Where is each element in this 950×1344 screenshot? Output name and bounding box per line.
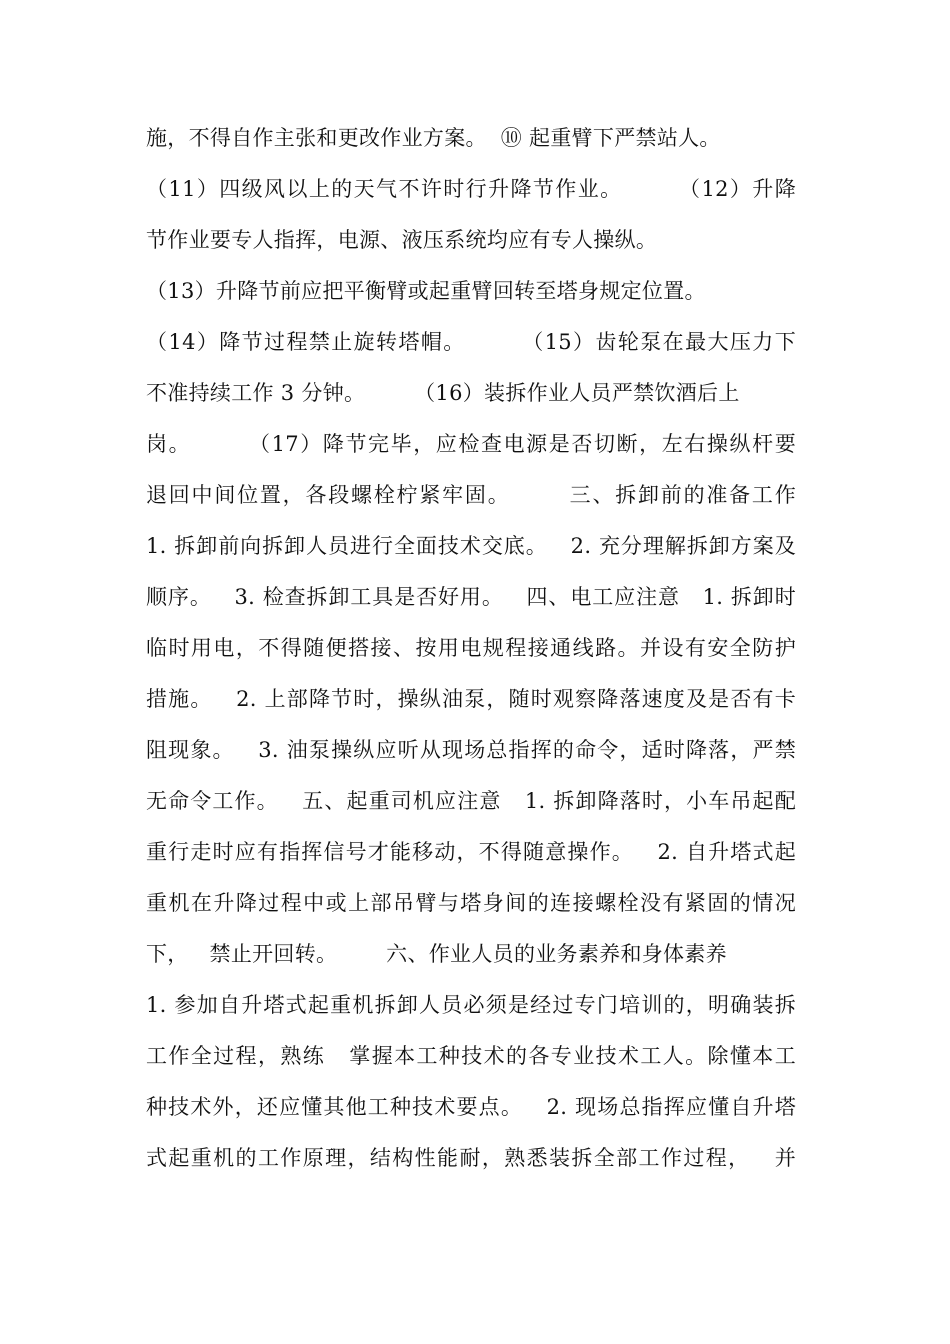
text-line: 顺序。 3. 检查拆卸工具是否好用。 四、电工应注意 1. 拆卸时	[146, 585, 796, 609]
text-line: 临时用电，不得随便搭接、按用电规程接通线路。并设有安全防护	[146, 636, 796, 660]
text-line: （13）升降节前应把平衡臂或起重臂回转至塔身规定位置。	[146, 279, 706, 303]
text-line: 施，不得自作主张和更改作业方案。 ⑩ 起重臂下严禁站人。	[146, 126, 721, 150]
text-line: 重机在升降过程中或上部吊臂与塔身间的连接螺栓没有紧固的情况	[146, 891, 796, 915]
text-line: 重行走时应有指挥信号才能移动，不得随意操作。 2. 自升塔式起	[146, 840, 796, 864]
text-line: 节作业要专人指挥，电源、液压系统均应有专人操纵。	[146, 228, 658, 252]
text-line: 工作全过程，熟练 掌握本工种技术的各专业技术工人。除懂本工	[146, 1044, 796, 1068]
text-line: 阻现象。 3. 油泵操纵应听从现场总指挥的命令，适时降落，严禁	[146, 738, 796, 762]
text-line: 1. 拆卸前向拆卸人员进行全面技术交底。 2. 充分理解拆卸方案及	[146, 534, 796, 558]
text-line: 式起重机的工作原理，结构性能耐，熟悉装拆全部工作过程， 并	[146, 1146, 796, 1170]
text-line: 1. 参加自升塔式起重机拆卸人员必须是经过专门培训的，明确装拆	[146, 993, 796, 1017]
text-line: 退回中间位置，各段螺栓柠紧牢固。 三、拆卸前的准备工作	[146, 483, 796, 507]
text-line: 措施。 2. 上部降节时，操纵油泵，随时观察降落速度及是否有卡	[146, 687, 796, 711]
text-line: 岗。 （17）降节完毕，应检查电源是否切断，左右操纵杆要	[146, 432, 796, 456]
text-line: （11）四级风以上的天气不许时行升降节作业。 （12）升降	[146, 177, 796, 201]
text-line: （14）降节过程禁止旋转塔帽。 （15）齿轮泵在最大压力下	[146, 330, 796, 354]
text-line: 下， 禁止开回转。 六、作业人员的业务素养和身体素养	[146, 942, 727, 966]
text-line: 无命令工作。 五、起重司机应注意 1. 拆卸降落时，小车吊起配	[146, 789, 796, 813]
text-line: 不准持续工作 3 分钟。 （16）装拆作业人员严禁饮酒后上	[146, 381, 740, 405]
text-line: 种技术外，还应懂其他工种技术要点。 2. 现场总指挥应懂自升塔	[146, 1095, 796, 1119]
